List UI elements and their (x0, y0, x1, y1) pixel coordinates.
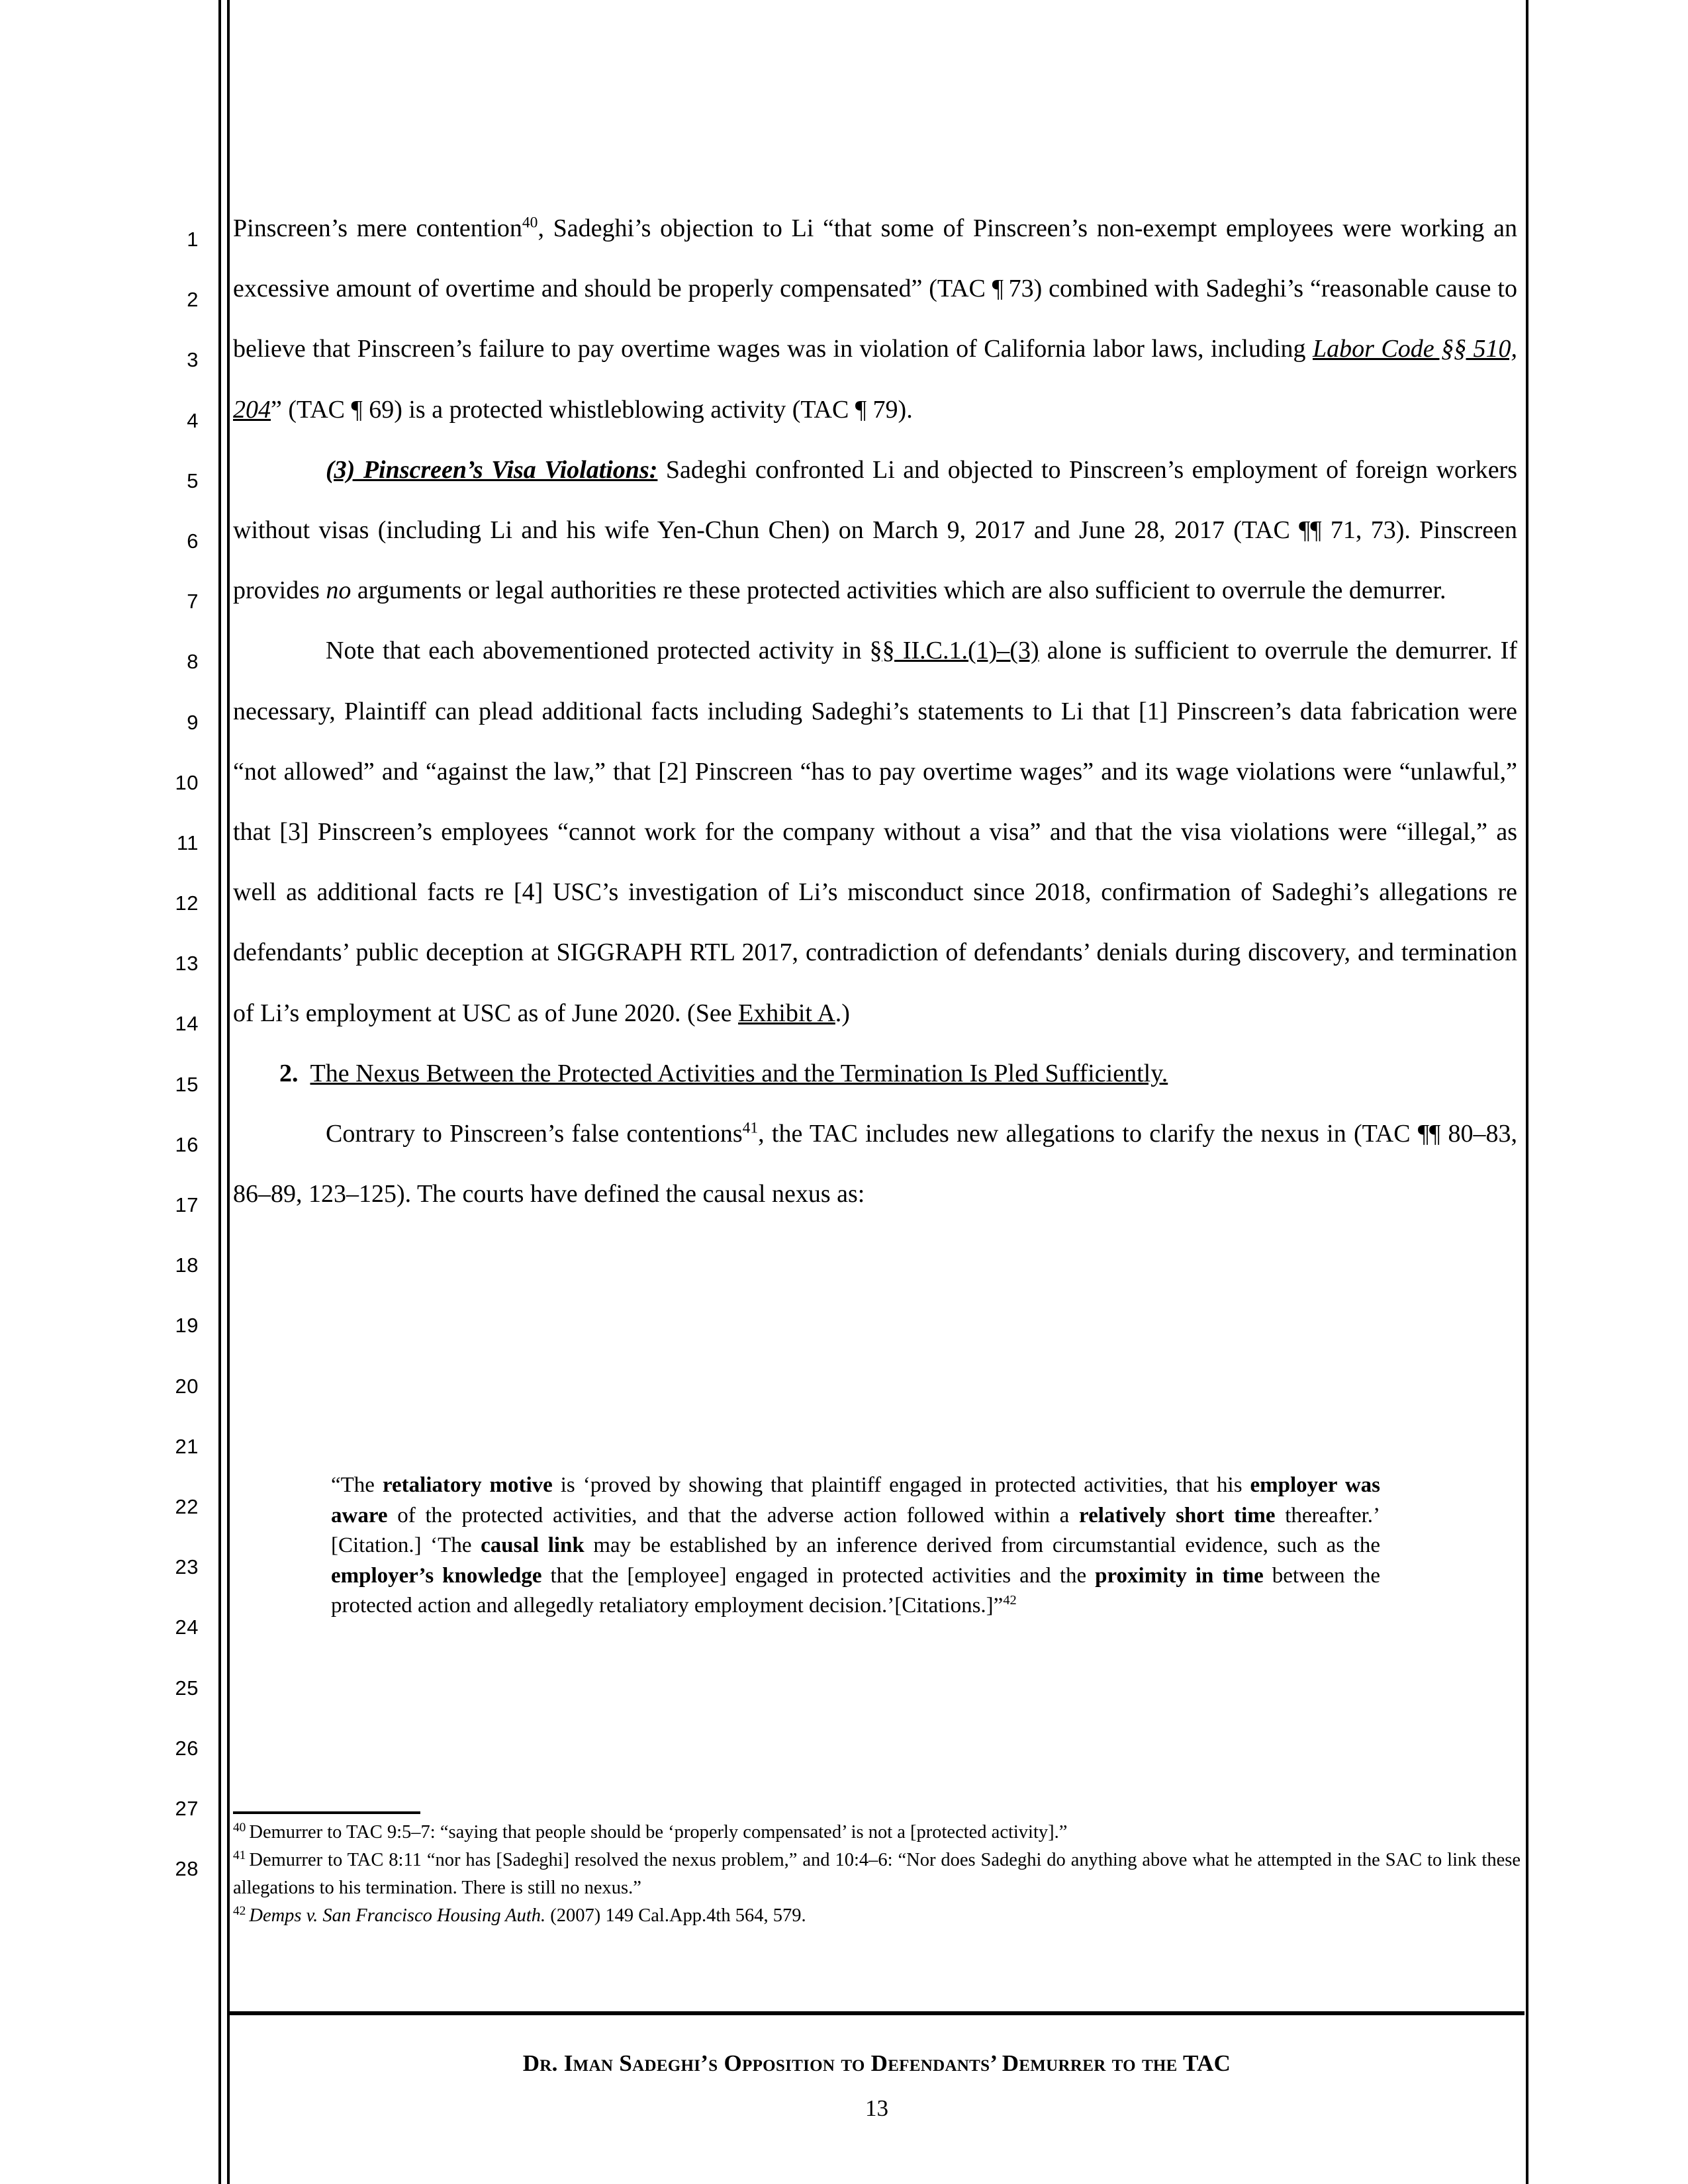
para3-text-c: .) (835, 999, 850, 1027)
line-number: 25 (175, 1676, 199, 1700)
right-margin-rule (1526, 0, 1528, 2184)
line-number: 27 (175, 1796, 199, 1820)
citation-labor-code: Labor Code §§ 510, 204 (233, 335, 1517, 424)
para1-rest-b: ” (TAC ¶ 69) is a protected whistleblowing activity (TAC ¶ 79). (271, 395, 913, 424)
line-number: 21 (175, 1434, 199, 1458)
footnote-ref-42[interactable]: 42 (1003, 1593, 1017, 1608)
line-number: 12 (175, 891, 199, 915)
footnote-marker-40: 40 (233, 1820, 246, 1835)
line-number: 11 (176, 831, 199, 854)
bq-seg1: “The (331, 1473, 383, 1497)
line-number: 20 (175, 1374, 199, 1398)
line-number: 5 (187, 469, 199, 492)
line-number: 23 (175, 1555, 199, 1579)
footnote-separator-rule (233, 1811, 420, 1814)
bq-bold-causal-link: causal link (481, 1533, 585, 1557)
section-reference: §§ II.C.1.(1)–(3) (869, 637, 1039, 665)
bq-bold-employer-was-aware: employer was aware (331, 1473, 1380, 1527)
footer-divider (228, 2011, 1524, 2015)
page-number: 13 (865, 2095, 888, 2121)
line-number: 24 (175, 1615, 199, 1639)
para3-text-b: alone is sufficient to overrule the demurrer. If necessary, Plaintiff can plead additional facts including Sadeghi’s statements to Li that [1] Pinscreen’s data fabrication were “not allowed” and “against the law,” that [2] Pinscreen “has to pay overtime wages” and its wage violations were “unlawful,” that [3] Pinscreen’s employees “cannot work for the company without a visa” and that the visa violations were “illegal,” as well as additional facts re [4] USC’s investigation of Li’s misconduct since 2018, confirmation of Sadeghi’s allegations re defendants’ public deception at SIGGRAPH RTL 2017, contradiction of defendants’ denials during discovery, and termination of Li’s employment at USC as of June 2020. (See (233, 637, 1517, 1027)
bq-seg4: thereafter.’ [Citation.] ‘The (331, 1503, 1381, 1557)
line-number: 16 (175, 1132, 199, 1156)
line-number: 14 (175, 1012, 199, 1036)
subheading-visa-violations: (3) Pinscreen’s Visa Violations: (326, 455, 658, 484)
body-text-column (233, 199, 1517, 1224)
line-number: 17 (175, 1193, 199, 1216)
footnotes-block (233, 1819, 1521, 1930)
line-number: 19 (175, 1314, 199, 1338)
footnote-ref-40[interactable]: 40 (522, 214, 538, 232)
bq-bold-employers-knowledge: employer’s knowledge (331, 1563, 542, 1588)
para4-text-b: , the TAC includes new allegations to clarify the nexus in (TAC ¶¶ 80–83, 86–89, 123–125). The courts have defined the causal nexus as: (233, 1120, 1518, 1208)
line-number: 7 (187, 590, 199, 614)
bq-seg5: may be established by an inference derived from circumstantial evidence, such as the (584, 1533, 1380, 1557)
footnote-marker-42: 42 (233, 1903, 246, 1918)
bq-bold-proximity-in-time: proximity in time (1095, 1563, 1264, 1588)
line-number: 13 (175, 952, 199, 976)
para1-lead: Pinscreen’s mere contention (233, 214, 522, 242)
para2-text-a: Sadeghi confronted Li and objected to Pinscreen’s employment of foreign workers without visas (including Li and his wife Yen-Chun Chen) on March 9, 2017 and June 28, 2017 (TAC ¶¶ 71, 73). Pinscreen provides (233, 455, 1517, 605)
left-margin-rule-outer (218, 0, 221, 2184)
line-number: 26 (175, 1736, 199, 1760)
footnote-42 (233, 1902, 1521, 1930)
para1-rest-a: , Sadeghi’s objection to Li “that some of Pinscreen’s non-exempt employees were working an excessive amount of overtime and should be properly compensated” (TAC ¶ 73) combined with Sadeghi’s “reasonable cause to believe that Pinscreen’s failure to pay overtime wages was in violation of California labor laws, including (233, 214, 1517, 363)
block-quote-causal-nexus (331, 1471, 1380, 1621)
footnote-marker-41: 41 (233, 1848, 246, 1862)
para2-text-b: arguments or legal authorities re these protected activities which are also sufficient to overrule the demurrer. (351, 576, 1446, 605)
paragraph-visa-violations (233, 440, 1517, 621)
footnote-41 (233, 1846, 1521, 1902)
footer-document-title: Dr. Iman Sadeghi’s Opposition to Defendants’ Demurrer to the TAC (522, 2050, 1231, 2076)
para2-emphasis-no: no (326, 576, 352, 605)
para4-text-a: Contrary to Pinscreen’s false contentions (326, 1120, 743, 1148)
line-number: 18 (175, 1253, 199, 1277)
footnote-42-case-name: Demps v. San Francisco Housing Auth. (249, 1905, 546, 1926)
line-number: 6 (187, 529, 199, 553)
bq-seg2: is ‘proved by showing that plaintiff engaged in protected activities, that his (552, 1473, 1250, 1497)
block-quote-text (331, 1471, 1380, 1621)
footnote-ref-41[interactable]: 41 (742, 1119, 759, 1137)
bq-bold-retaliatory-motive: retaliatory motive (382, 1473, 553, 1497)
footnote-42-text: (2007) 149 Cal.App.4th 564, 579. (545, 1905, 806, 1926)
left-margin-rule-inner (227, 0, 230, 2184)
line-number: 15 (175, 1072, 199, 1096)
line-number: 9 (187, 710, 199, 734)
footnote-40-text: Demurrer to TAC 9:5–7: “saying that people should be ‘properly compensated’ is not a [protected activity].” (249, 1822, 1068, 1843)
bq-seg7: between the protected action and allegedly retaliatory employment decision.’[Citations.]” (331, 1563, 1380, 1617)
bq-bold-relatively-short-time: relatively short time (1079, 1503, 1276, 1527)
footnote-41-text: Demurrer to TAC 8:11 “nor has [Sadeghi] resolved the nexus problem,” and 10:4–6: “Nor does Sadeghi do anything above what he attempted in the SAC to link these allegations to his termination. There is still no nexus.” (233, 1850, 1521, 1898)
paragraph-contrary-false-contentions (233, 1104, 1517, 1224)
line-number: 4 (187, 408, 199, 432)
heading-title: The Nexus Between the Protected Activities and the Termination Is Pled Sufficiently. (310, 1059, 1168, 1087)
line-number: 8 (187, 650, 199, 674)
line-number: 22 (175, 1494, 199, 1518)
bq-seg3: of the protected activities, and that the adverse action followed within a (387, 1503, 1080, 1527)
exhibit-a-reference: Exhibit A (738, 999, 835, 1027)
paragraph-protected-activity-overtime (233, 199, 1517, 440)
heading-nexus-section (233, 1044, 1517, 1104)
para3-text-a: Note that each abovementioned protected activity in (326, 637, 870, 665)
line-number-gutter (119, 209, 199, 1899)
bq-seg6: that the [employee] engaged in protected activities and the (541, 1563, 1096, 1588)
line-number: 10 (175, 770, 199, 794)
paragraph-each-activity-sufficient (233, 621, 1517, 1043)
footnote-40 (233, 1819, 1521, 1846)
line-number: 3 (187, 348, 199, 372)
line-number: 2 (187, 288, 199, 312)
line-number: 1 (187, 228, 199, 251)
heading-number: 2. (279, 1059, 299, 1087)
line-number: 28 (175, 1857, 199, 1881)
